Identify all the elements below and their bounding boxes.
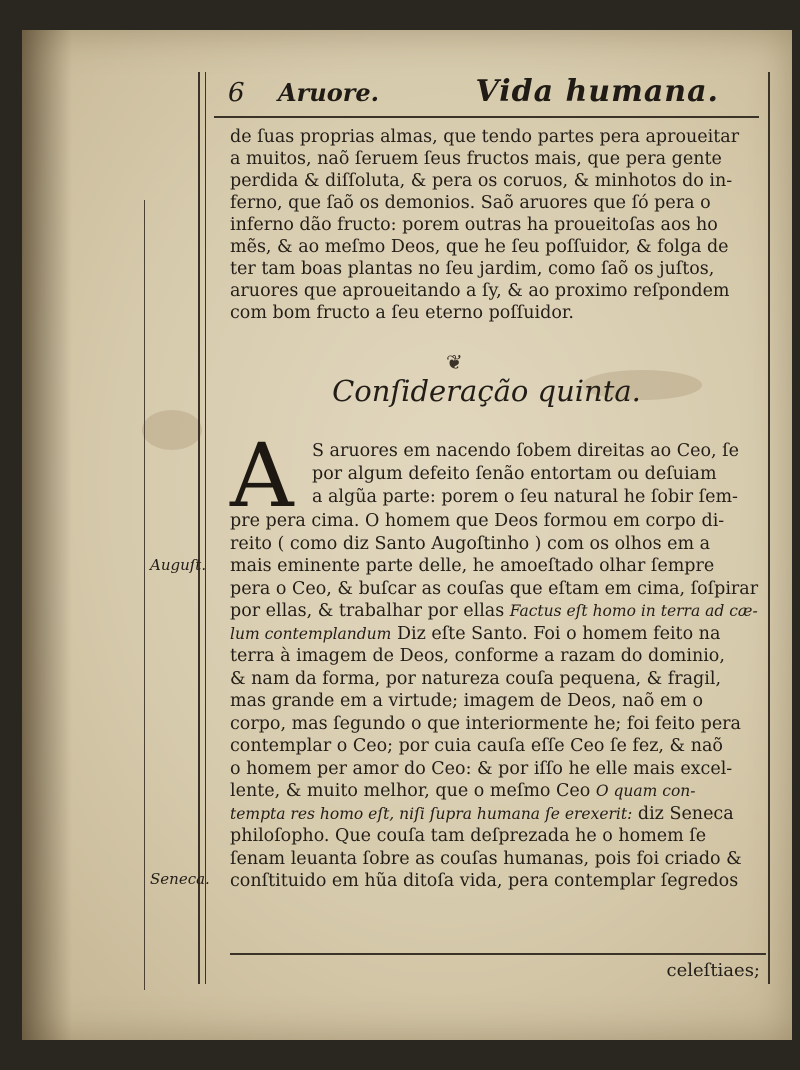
- text-line: aruores que aproueitando a ſy, & ao proximo reſpondem: [230, 281, 730, 301]
- text-line: [230, 758, 755, 781]
- latin-quote: O quam con-: [595, 782, 696, 800]
- text-line: a muitos, naõ ſeruem ſeus fructos mais, que pera gente: [230, 149, 722, 169]
- text-line: com bom fructo a ſeu eterno poſſuidor.: [230, 303, 574, 323]
- text-run: reito ( como diz Santo Augoſtinho ) com os olhos em a: [230, 533, 711, 554]
- ornament: ❦: [446, 350, 463, 374]
- text-run: mas grande em a virtude; imagem de Deos, naõ em o: [230, 691, 703, 711]
- text-run: Diz eſte Santo. Foi o homem feito na: [391, 623, 721, 644]
- text-line: [230, 870, 755, 893]
- text-line: ter tam boas plantas no ſeu jardim, como ſaõ os juſtos,: [230, 259, 715, 279]
- text-line: [230, 780, 755, 803]
- text-line: por algum defeito ſenão entortam ou deſuiam: [312, 464, 717, 484]
- text-line: mẽs, & ao meſmo Deos, que he ſeu poſſuidor, & folga de: [230, 237, 729, 257]
- text-line: [230, 848, 755, 871]
- text-run: ſenam leuanta ſobre as couſas humanas, pois foi criado &: [230, 848, 742, 869]
- text-line: [230, 578, 759, 601]
- text-run: terra à imagem de Deos, conforme a razam do dominio,: [230, 646, 725, 666]
- text-line: [230, 623, 755, 646]
- latin-quote: lum contemplandum: [230, 624, 392, 643]
- text-line: S aruores em nacendo ſobem direitas ao Ceo, ſe: [312, 441, 739, 461]
- margin-note-seneca: Seneca.: [150, 870, 210, 888]
- text-line: [230, 645, 755, 668]
- gutter-shadow: [22, 30, 72, 1040]
- text-run: corpo, mas ſegundo o que interiormente he; foi feito pera: [230, 713, 741, 734]
- latin-quote: Factus eſt homo in terra ad cæ-: [509, 602, 758, 620]
- text-line: [230, 713, 755, 736]
- text-run: pera o Ceo, & buſcar as couſas que eſtam em cima, ſoſpirar: [230, 578, 759, 599]
- margin-rule: [144, 200, 145, 990]
- text-run: lente, & muito melhor, que o meſmo Ceo: [230, 781, 596, 801]
- text-line: [230, 533, 755, 556]
- text-run: & nam da forma, por natureza couſa pequena, & fragil,: [230, 668, 722, 689]
- latin-quote: tempta res homo eſt, niſi ſupra humana ſe erexerit:: [230, 804, 633, 823]
- running-head-left: Aruore.: [278, 78, 379, 107]
- text-run: pre pera cima. O homem que Deos formou em corpo di-: [230, 511, 725, 531]
- text-run: philoſopho. Que couſa tam deſprezada he o homem ſe: [230, 826, 707, 846]
- head-rule: [214, 116, 759, 118]
- text-run: diz Seneca: [632, 803, 734, 824]
- text-line: [230, 600, 758, 623]
- running-head: [214, 74, 759, 114]
- page-number: 6: [228, 78, 245, 108]
- text-line: ferno, que ſaõ os demonios. Saõ aruores que ſó pera o: [230, 193, 711, 213]
- text-run: por ellas, & trabalhar por ellas: [230, 601, 510, 621]
- margin-note-augustine: Auguſt.: [150, 556, 207, 574]
- frame-inner-rule: [205, 72, 206, 984]
- text-line: [230, 803, 755, 826]
- bottom-rule: [230, 953, 766, 955]
- text-line: [230, 555, 755, 578]
- text-line: inferno dão fructo: porem outras ha proueitoſas aos ho: [230, 215, 718, 235]
- text-line: perdida & diſſoluta, & pera os coruos, & minhotos do in-: [230, 171, 733, 191]
- paragraph-1: [230, 126, 755, 324]
- drop-cap: A: [230, 424, 294, 527]
- text-line: [230, 735, 755, 758]
- text-run: contemplar o Ceo; por cuia cauſa eſſe Ceo ſe fez, & naõ: [230, 736, 723, 756]
- text-run: conſtituido em hũa ditoſa vida, pera contemplar ſegredos: [230, 871, 739, 891]
- text-line: [230, 690, 755, 713]
- catchword: celeſtiaes;: [666, 960, 760, 981]
- text-run: mais eminente parte delle, he amoeſtado olhar ſempre: [230, 556, 715, 576]
- paper-stain: [142, 410, 202, 450]
- text-line: de ſuas proprias almas, que tendo partes pera aproueitar: [230, 127, 740, 147]
- text-line: [230, 825, 755, 848]
- text-run: o homem per amor do Ceo: & por iſſo he elle mais excel-: [230, 758, 733, 779]
- text-line: a algũa parte: porem o ſeu natural he ſobir ſem-: [312, 487, 738, 507]
- section-title: Conſideração quinta.: [332, 374, 641, 408]
- paragraph-2-body: [230, 510, 759, 893]
- running-head-right: Vida humana.: [475, 74, 719, 109]
- text-line: [230, 510, 755, 533]
- text-line: [230, 668, 755, 691]
- paragraph-2-opening: [312, 440, 755, 509]
